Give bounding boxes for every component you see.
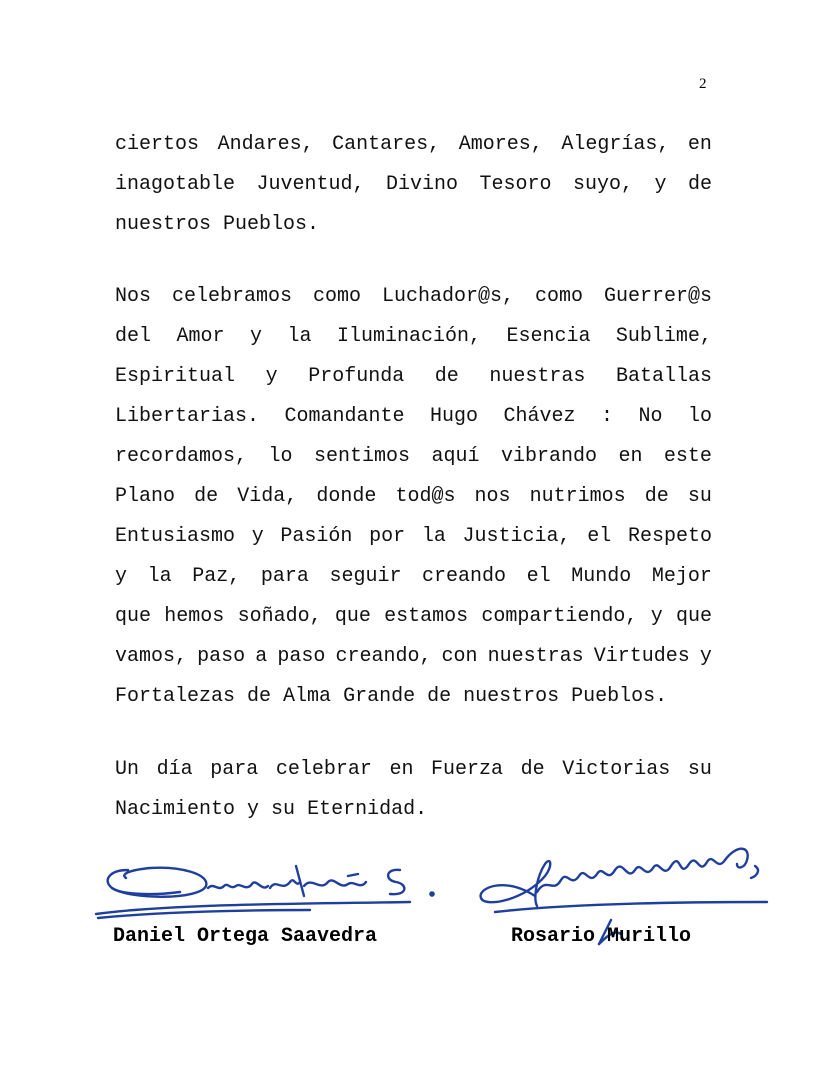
word: su [687,485,712,508]
word: nuestras [489,365,586,388]
word: para [260,565,309,588]
word: con [441,645,478,668]
word: que [334,605,371,628]
word: lo [687,405,712,428]
paragraph-2 [115,277,712,717]
word: creando [422,565,507,588]
word: a [255,645,268,668]
word: como [312,285,361,308]
word: de [687,173,712,196]
word: nutrimos [529,485,626,508]
text-line [115,750,712,790]
word: Profunda [308,365,405,388]
word: paso [277,645,326,668]
word: para [210,758,259,781]
word: de [247,685,272,708]
word: la [287,325,312,348]
word: Pueblos. [571,685,668,708]
word: de [194,485,219,508]
text-line [115,277,712,317]
word: y [265,365,278,388]
signature-left-image [90,848,450,928]
word: la [147,565,172,588]
word: Grande [343,685,416,708]
word: como [534,285,583,308]
word: paso [197,645,246,668]
word: compartiendo, [481,605,638,628]
word: Pueblos. [223,213,320,236]
word: y [249,325,262,348]
page-number: 2 [699,76,707,92]
word: Un [115,758,140,781]
word: seguir [329,565,402,588]
word: Luchador@s, [381,285,514,308]
word: estamos [384,605,469,628]
word: Vida, [237,485,298,508]
text-line [115,597,712,637]
word: vamos, [115,645,188,668]
text-line [115,557,712,597]
word: día [156,758,193,781]
text-line [115,637,712,677]
word: soñado, [237,605,322,628]
word: en [389,758,414,781]
word: Juventud, [256,173,365,196]
word: hemos [164,605,225,628]
word: Nacimiento [115,798,236,821]
word: el [526,565,551,588]
word: celebramos [171,285,293,308]
word: este [663,445,712,468]
word: el [587,525,612,548]
word: Alegrías, [561,133,670,156]
text-line [115,125,712,165]
word: inagotable [115,173,236,196]
word: Fuerza [431,758,504,781]
word: vibrando [500,445,597,468]
text-line [115,790,712,830]
word: y [654,173,667,196]
word: en [687,133,712,156]
word: Cantares, [332,133,441,156]
word: en [618,445,643,468]
word: ciertos [115,133,200,156]
word: Iluminación, [336,325,481,348]
text-line [115,397,712,437]
text-line [115,165,712,205]
paragraph-1 [115,125,712,245]
word: Alma [283,685,332,708]
text-line [115,357,712,397]
word: lo [268,445,293,468]
text-line [115,317,712,357]
text-line [115,205,712,245]
word: que [675,605,712,628]
signatory-name-right: Rosario Murillo [511,925,692,948]
signatory-name-left: Daniel Ortega Saavedra [113,925,378,948]
word: Pasión [280,525,353,548]
word: Batallas [615,365,712,388]
word: Divino [386,173,459,196]
word: Mejor [651,565,712,588]
word: Victorias [562,758,671,781]
word: Fortalezas [115,685,236,708]
word: de [427,685,452,708]
word: su [687,758,712,781]
word: que [115,605,152,628]
word: nuestras [487,645,584,668]
word: aquí [431,445,480,468]
word: y [251,525,264,548]
word: nuestros [463,685,560,708]
word: la [421,525,446,548]
word: Tesoro [479,173,552,196]
word: y [115,565,128,588]
word: Paz, [192,565,241,588]
word: su [271,798,296,821]
word: nuestros [115,213,212,236]
word: de [434,365,459,388]
word: sentimos [313,445,410,468]
word: de [644,485,669,508]
word: Justicia, [462,525,571,548]
word: de [520,758,545,781]
word: Libertarias. [115,405,260,428]
word: Respeto [627,525,712,548]
text-line [115,517,712,557]
word: Entusiasmo [115,525,236,548]
word: No [638,405,663,428]
word: celebrar [275,758,372,781]
word: nos [474,485,511,508]
text-line [115,437,712,477]
word: y [650,605,663,628]
word: Mundo [571,565,632,588]
word: Esencia [506,325,591,348]
word: por [369,525,406,548]
word: Sublime, [615,325,712,348]
word: creando, [335,645,432,668]
word: Nos [115,285,152,308]
word: Andares, [217,133,314,156]
word: Guerrer@s [603,285,712,308]
word: : [600,405,613,428]
word: Comandante [284,405,405,428]
word: y [247,798,260,821]
word: Chávez [503,405,576,428]
word: Hugo [430,405,479,428]
word: Amor [176,325,225,348]
word: suyo, [572,173,633,196]
word: Virtudes [593,645,690,668]
text-line [115,477,712,517]
word: Eternidad. [307,798,428,821]
paragraph-3 [115,750,712,830]
word: Espiritual [115,365,236,388]
text-line [115,677,712,717]
word: donde [316,485,377,508]
word: tod@s [395,485,456,508]
word: Amores, [458,133,543,156]
word: y [699,645,712,668]
word: recordamos, [115,445,248,468]
word: del [115,325,152,348]
word: Plano [115,485,176,508]
